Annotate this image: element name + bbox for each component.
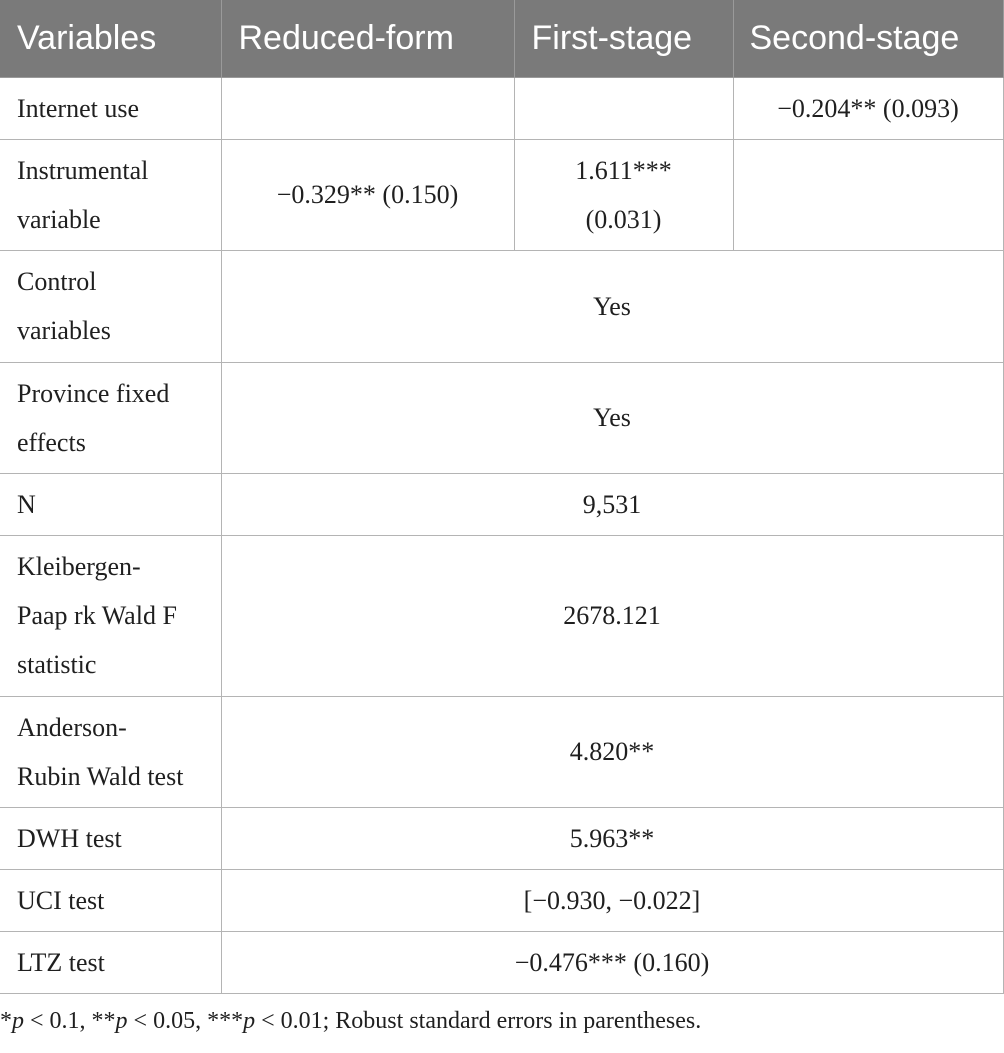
- header-reduced-form: Reduced-form: [221, 0, 514, 77]
- cell-reduced-form: −0.329** (0.150): [221, 139, 514, 250]
- label-line: Paap rk Wald F: [17, 601, 177, 630]
- table-row-anderson-rubin: [0, 696, 1003, 807]
- label-line: Control: [17, 267, 97, 296]
- row-label: N: [0, 473, 221, 535]
- table-row-internet-use: [0, 77, 1003, 139]
- cell-value: 9,531: [221, 473, 1003, 535]
- footnote-p: p: [243, 1008, 256, 1034]
- table-row-control-variables: [0, 250, 1003, 362]
- label-line: variable: [17, 204, 101, 234]
- table-footnote: [0, 1008, 1004, 1035]
- label-line: variables: [17, 316, 111, 345]
- label-line: effects: [17, 427, 86, 457]
- header-first-stage: First-stage: [514, 0, 733, 77]
- cell-value: 5.963**: [221, 807, 1003, 869]
- header-row: [0, 0, 1003, 77]
- footnote-text: < 0.1, **: [24, 1008, 116, 1034]
- cell-first-stage: [514, 139, 733, 250]
- table-row-ltz-test: [0, 931, 1003, 993]
- header-variables: Variables: [0, 0, 221, 77]
- row-label: LTZ test: [0, 931, 221, 993]
- row-label: UCI test: [0, 869, 221, 931]
- cell-value: −0.476*** (0.160): [221, 931, 1003, 993]
- row-label: [0, 362, 221, 473]
- cell-second-stage: −0.204** (0.093): [733, 77, 1003, 139]
- footnote-p: p: [115, 1008, 128, 1034]
- row-label: Internet use: [0, 77, 221, 139]
- label-line: Rubin Wald test: [17, 761, 184, 791]
- row-label: [0, 696, 221, 807]
- coefficient: 1.611***: [575, 155, 672, 185]
- cell-second-stage-empty: [733, 139, 1003, 250]
- table-row-n: [0, 473, 1003, 535]
- footnote-text: < 0.01; Robust standard errors in parentheses.: [255, 1008, 702, 1034]
- table-row-uci-test: [0, 869, 1003, 931]
- cell-value: 4.820**: [221, 696, 1003, 807]
- label-line: Anderson-: [17, 712, 127, 742]
- table-row-kleibergen-paap: [0, 535, 1003, 696]
- cell-reduced-form-empty: [221, 77, 514, 139]
- row-label: [0, 535, 221, 696]
- label-line: Province fixed: [17, 378, 170, 408]
- cell-value: Yes: [221, 250, 1003, 362]
- row-label: [0, 139, 221, 250]
- cell-value: 2678.121: [221, 535, 1003, 696]
- table-row-dwh-test: [0, 807, 1003, 869]
- label-line: Kleibergen-: [17, 552, 141, 581]
- footnote-text: < 0.05, ***: [127, 1008, 244, 1034]
- table-row-province-fixed-effects: [0, 362, 1003, 473]
- footnote-p: p: [12, 1008, 24, 1034]
- label-line: statistic: [17, 650, 97, 679]
- cell-value: Yes: [221, 362, 1003, 473]
- header-second-stage: Second-stage: [733, 0, 1003, 77]
- standard-error: (0.031): [585, 204, 662, 234]
- footnote-star: *: [0, 1008, 12, 1034]
- row-label: [0, 250, 221, 362]
- row-label: DWH test: [0, 807, 221, 869]
- table-row-instrumental-variable: [0, 139, 1003, 250]
- label-line: Instrumental: [17, 155, 149, 185]
- cell-first-stage-empty: [514, 77, 733, 139]
- cell-value: [−0.930, −0.022]: [221, 869, 1003, 931]
